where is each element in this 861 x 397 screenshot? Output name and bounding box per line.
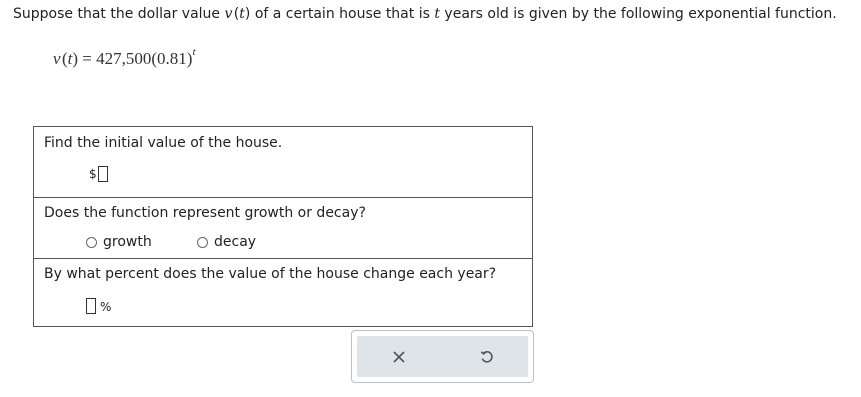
percent-sign: % — [100, 300, 112, 314]
equation-exponent: t — [192, 46, 196, 58]
question-growth-decay: Does the function represent growth or decay? — [44, 205, 366, 221]
clear-button[interactable] — [379, 336, 419, 377]
problem-prompt: Suppose that the dollar value v (t) of a certain house that is t years old is given by the following exponential function. — [13, 6, 837, 22]
exponential-function-equation: v $(t) = 427,500(0.81)^t$ — [53, 46, 196, 68]
percent-change-input[interactable] — [86, 298, 96, 314]
growth-label: growth — [103, 234, 152, 250]
part-initial-value — [34, 127, 532, 198]
equation-v: v — [53, 49, 61, 68]
prompt-text-3: years old is given by the following exponential function. — [439, 6, 837, 22]
decay-radio[interactable] — [197, 237, 208, 248]
equation-t: t — [67, 49, 73, 68]
dollar-sign: $ — [89, 167, 97, 181]
equation-base: (0.81) — [151, 49, 193, 68]
initial-value-answer — [89, 166, 108, 182]
question-percent-change: By what percent does the value of the house change each year? — [44, 266, 497, 282]
prompt-text-1: Suppose that the dollar value — [13, 6, 225, 22]
equation-coefficient: = 427,500 — [78, 49, 152, 68]
decay-option[interactable] — [197, 234, 256, 250]
prompt-variable: t — [434, 6, 440, 22]
undo-icon — [480, 350, 494, 364]
answer-toolbar — [351, 330, 534, 383]
function-variable: t — [239, 6, 245, 22]
function-name: v — [224, 6, 233, 22]
growth-option[interactable] — [86, 234, 152, 250]
part-growth-decay — [34, 197, 532, 259]
toolbar-panel — [357, 336, 528, 377]
initial-value-input[interactable] — [98, 166, 108, 182]
growth-radio[interactable] — [86, 237, 97, 248]
x-icon — [393, 351, 405, 363]
percent-change-answer — [86, 297, 111, 314]
part-percent-change — [34, 258, 532, 326]
decay-label: decay — [214, 234, 257, 250]
prompt-text-2: of a certain house that is — [250, 6, 435, 22]
question-initial-value: Find the initial value of the house. — [44, 135, 283, 151]
undo-button[interactable] — [467, 336, 507, 377]
answer-box — [33, 126, 533, 327]
